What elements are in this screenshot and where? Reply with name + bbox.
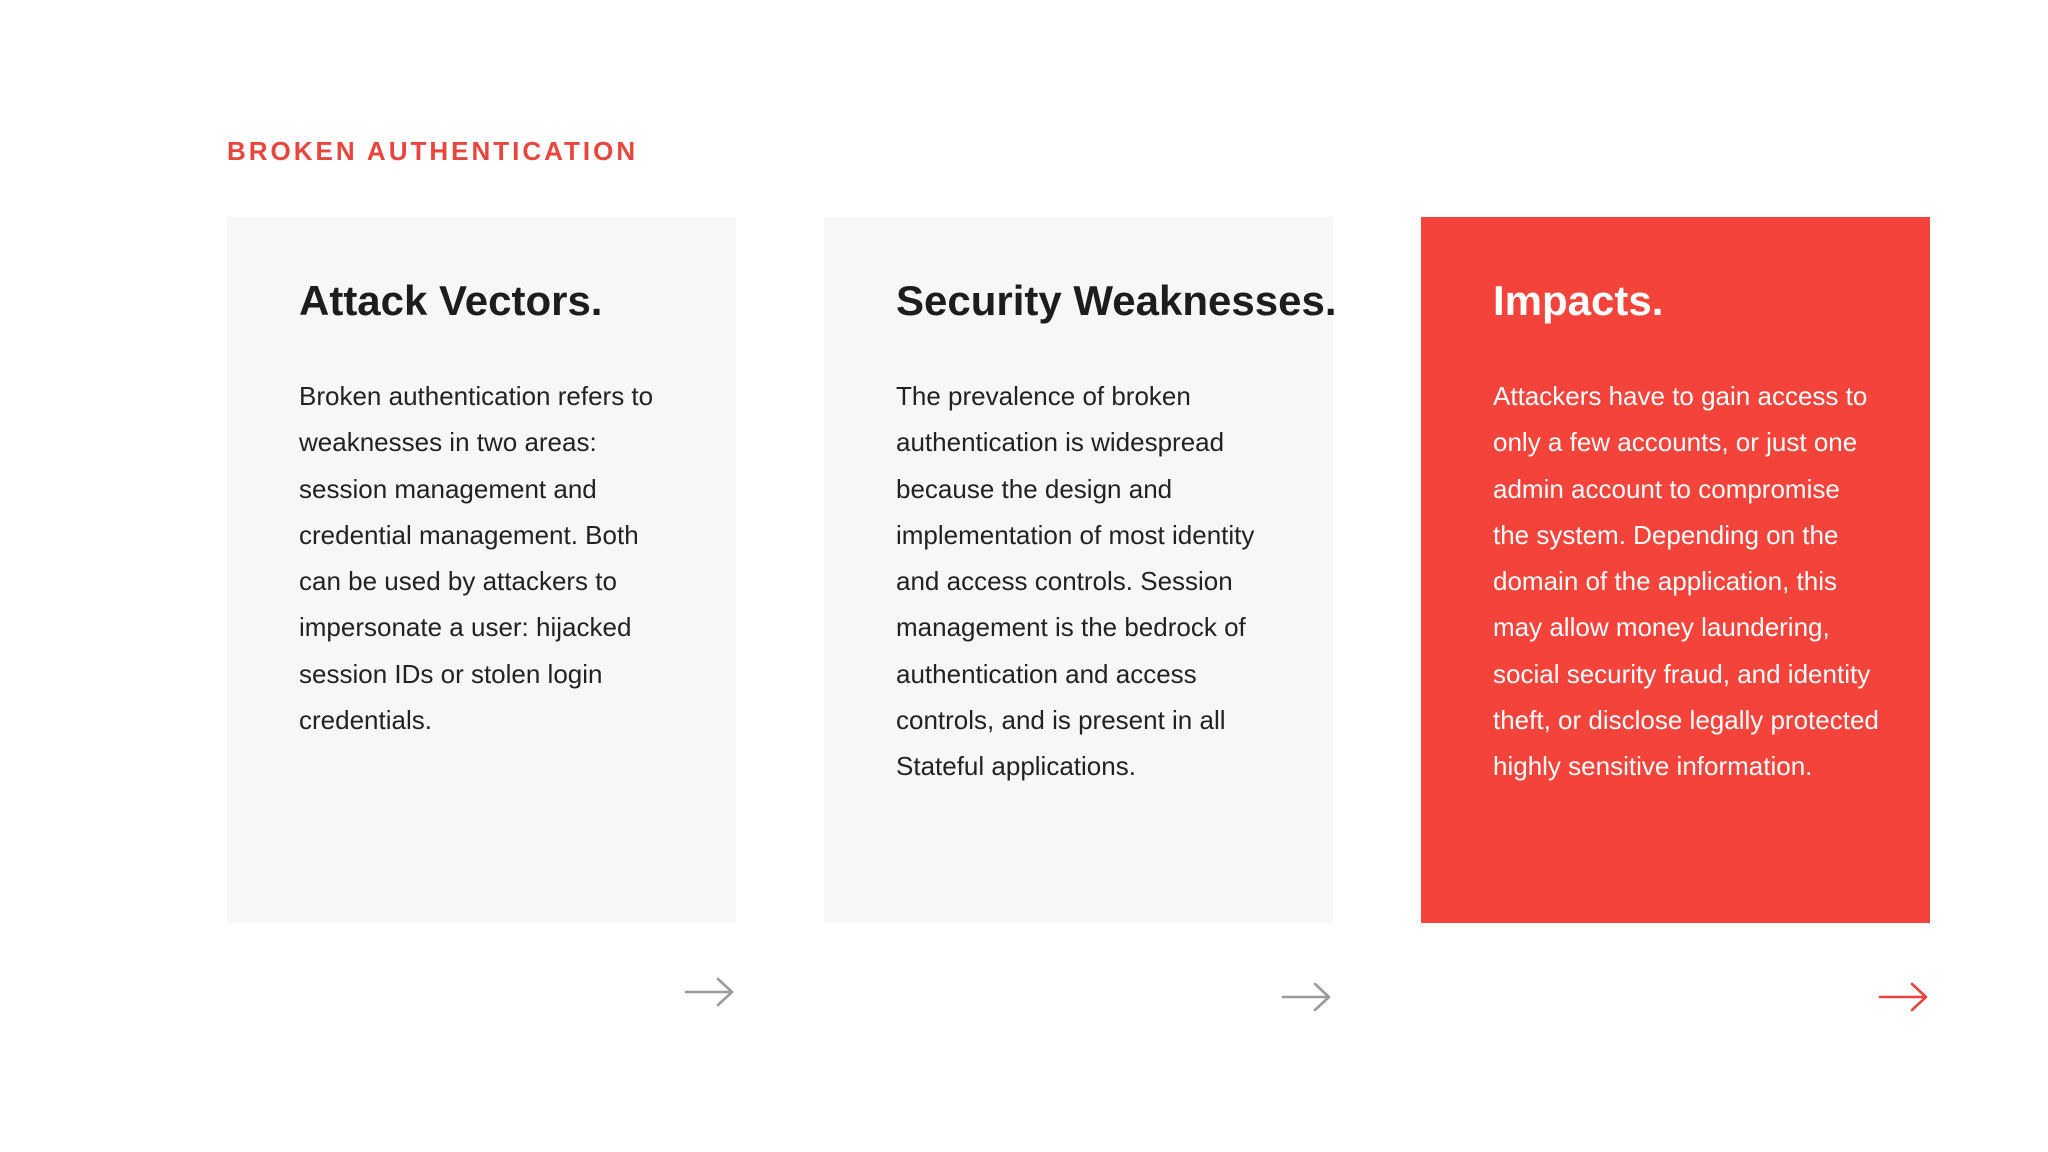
card-body: Broken authentication refers to weaknesses in two areas: session management and credential management. Both can be used by attackers to impersonate a user: hijacked session IDs or stolen login credentials. (299, 381, 654, 736)
card-attack-vectors (227, 217, 736, 923)
card-title: Security Weaknesses. (896, 277, 1337, 324)
card-body: Attackers have to gain access to only a few accounts, or just one admin account to compromise the system. Depending on the domain of the application, this may allow money laundering, social security fraud, and identity theft, or disclose legally protected highly sensitive information. (1493, 381, 1879, 782)
section-label: BROKEN AUTHENTICATION (227, 136, 639, 166)
card-impacts (1421, 217, 1930, 923)
card-security-weaknesses (824, 217, 1337, 923)
arrow-right-icon[interactable] (1281, 981, 1333, 1013)
card-title: Impacts. (1493, 277, 1664, 324)
arrow-right-icon[interactable] (684, 976, 736, 1008)
card-body: The prevalence of broken authentication is widespread because the design and implementation of most identity and access controls. Session management is the bedrock of authentication and access controls, and is present in all Stateful applications. (896, 381, 1255, 782)
card-title: Attack Vectors. (299, 277, 603, 324)
arrow-right-icon[interactable] (1878, 981, 1930, 1013)
